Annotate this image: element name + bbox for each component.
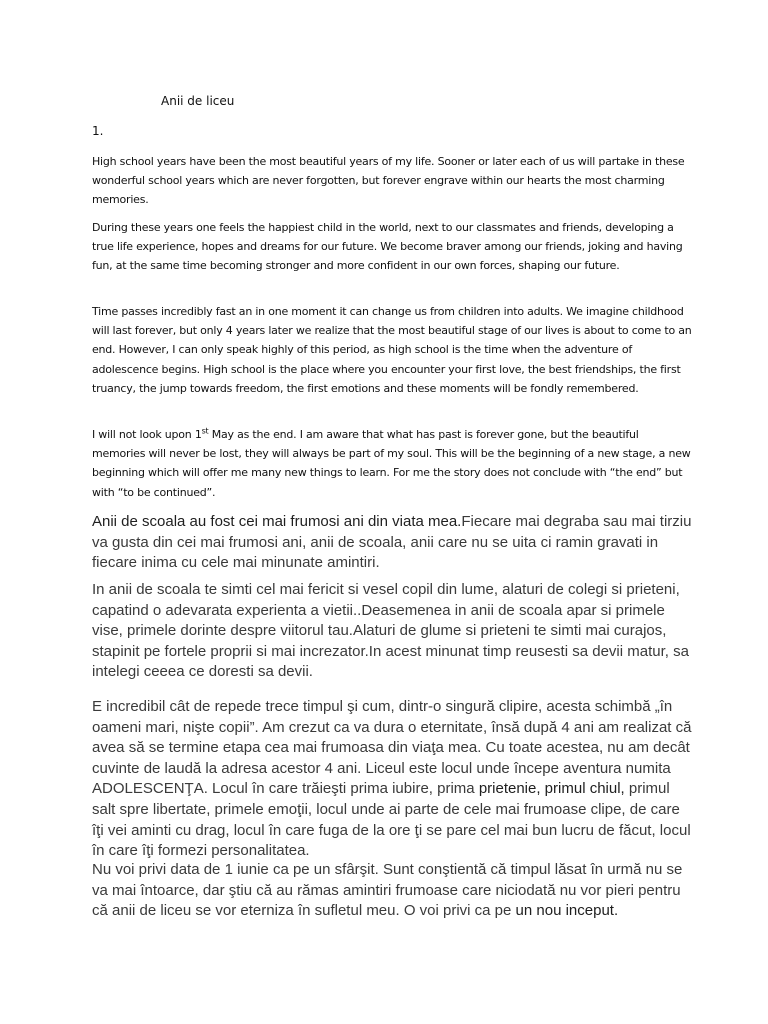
romanian-paragraph-1 [92, 512, 692, 574]
romanian-paragraph-3 [92, 697, 692, 862]
ordinal-suffix: st [201, 426, 209, 436]
english-paragraph-2: During these years one feels the happiest child in the world, next to our classmates and friends, developing a true life experience, hopes and dreams for our future. We become braver among our friends, joking and having fun, at the same time becoming stronger and more confident in our own forces, shaping our future. [92, 221, 683, 273]
romanian-paragraph-4-emphasis: un nou inceput. [515, 902, 619, 920]
romanian-paragraph-3-emphasis: prietenie, primul chiul, [478, 780, 625, 798]
section-number: 1. [92, 124, 104, 138]
romanian-paragraph-2: In anii de scoala te simti cel mai fericit si vesel copil din lume, alaturi de colegi si prieteni, capatind o adevarata experienta a vietii..Deasemenea in anii de scoala apar si primele vise, primele dorinte despre viitorul tau.Alaturi de glume si prieteni te simti mai curajos, stapinit pe fortele proprii si mai increzator.In acest minunat timp reusesti sa devii matur, sa intelegi ceeea ce doresti sa devii. [92, 581, 689, 681]
english-paragraph-4-end: May as the end. I am aware that what has past is forever gone, but the beautiful memories will never be lost, they will always be part of my soul. This will be the beginning of a new stage, a new beginning which will offer me many new things to learn. For me the story does not conclude with “the end” but with “to be continued”. [92, 428, 691, 499]
romanian-paragraph-4-part1: Nu voi privi data de 1 iunie ca pe un sfârşit. Sunt conştientă că timpul lăsat în urmă nu se va mai întoarce, dar ştiu că au rămas amintiri frumoase care niciodată nu vor pieri pentru că anii de liceu se vor eterniza în sufletul meu. O voi privi ca pe [92, 861, 683, 920]
english-paragraph-3: Time passes incredibly fast an in one moment it can change us from children into adults. We imagine childhood will last forever, but only 4 years later we realize that the most beautiful stage of our lives is about to come to an end. However, I can only speak highly of this period, as high school is the time when the adventure of adolescence begins. High school is the place where you encounter your first love, the best friendships, the first truancy, the jump towards freedom, the first emotions and these moments will be fondly remembered. [92, 305, 692, 395]
english-paragraph-1: High school years have been the most beautiful years of my life. Sooner or later each of us will partake in these wonderful school years which are never forgotten, but forever engrave within our hearts the most charming memories. [92, 155, 685, 207]
romanian-paragraph-1-lead: Anii de scoala au fost cei mai frumosi ani din viata mea. [92, 513, 462, 530]
romanian-paragraph-3-part2: primul salt spre libertate, primele emoţii, locul unde ai parte de cele mai frumoase clipe, de care îţi vei aminti cu drag, locul în care fuga de la ore ţi se pare cel mai bun lucru de făcut, locul în care îţi formezi personalitatea. [92, 780, 691, 860]
english-paragraph-4-start: I will not look upon 1 [92, 428, 202, 441]
romanian-paragraph-3-part1: E incredibil cât de repede trece timpul şi cum, dintr-o singură clipire, acesta schimbă „în oameni mari, nişte copii”. Am crezut ca va dura o eternitate, însă după 4 ani am realizat că avea să se termine etapa cea mai frumoasa din viaţa mea. Cu toate acestea, nu am decât cuvinte de laudă la adresa acestor 4 ani. Liceul este locul unde începe aventura numita ADOLESCENŢA. Locul în care trăieşti prima iubire, prima [92, 698, 692, 798]
english-paragraph-4 [92, 425, 692, 502]
romanian-paragraph-4 [92, 860, 692, 922]
document-title: Anii de liceu [161, 94, 235, 108]
romanian-paragraph-1-rest: Fiecare mai degraba sau mai tirziu va gusta din cei mai frumosi ani, anii de scoala, anii care nu se uita ci ramin gravati in fiecare inima cu cele mai minunate amintiri. [92, 513, 692, 572]
